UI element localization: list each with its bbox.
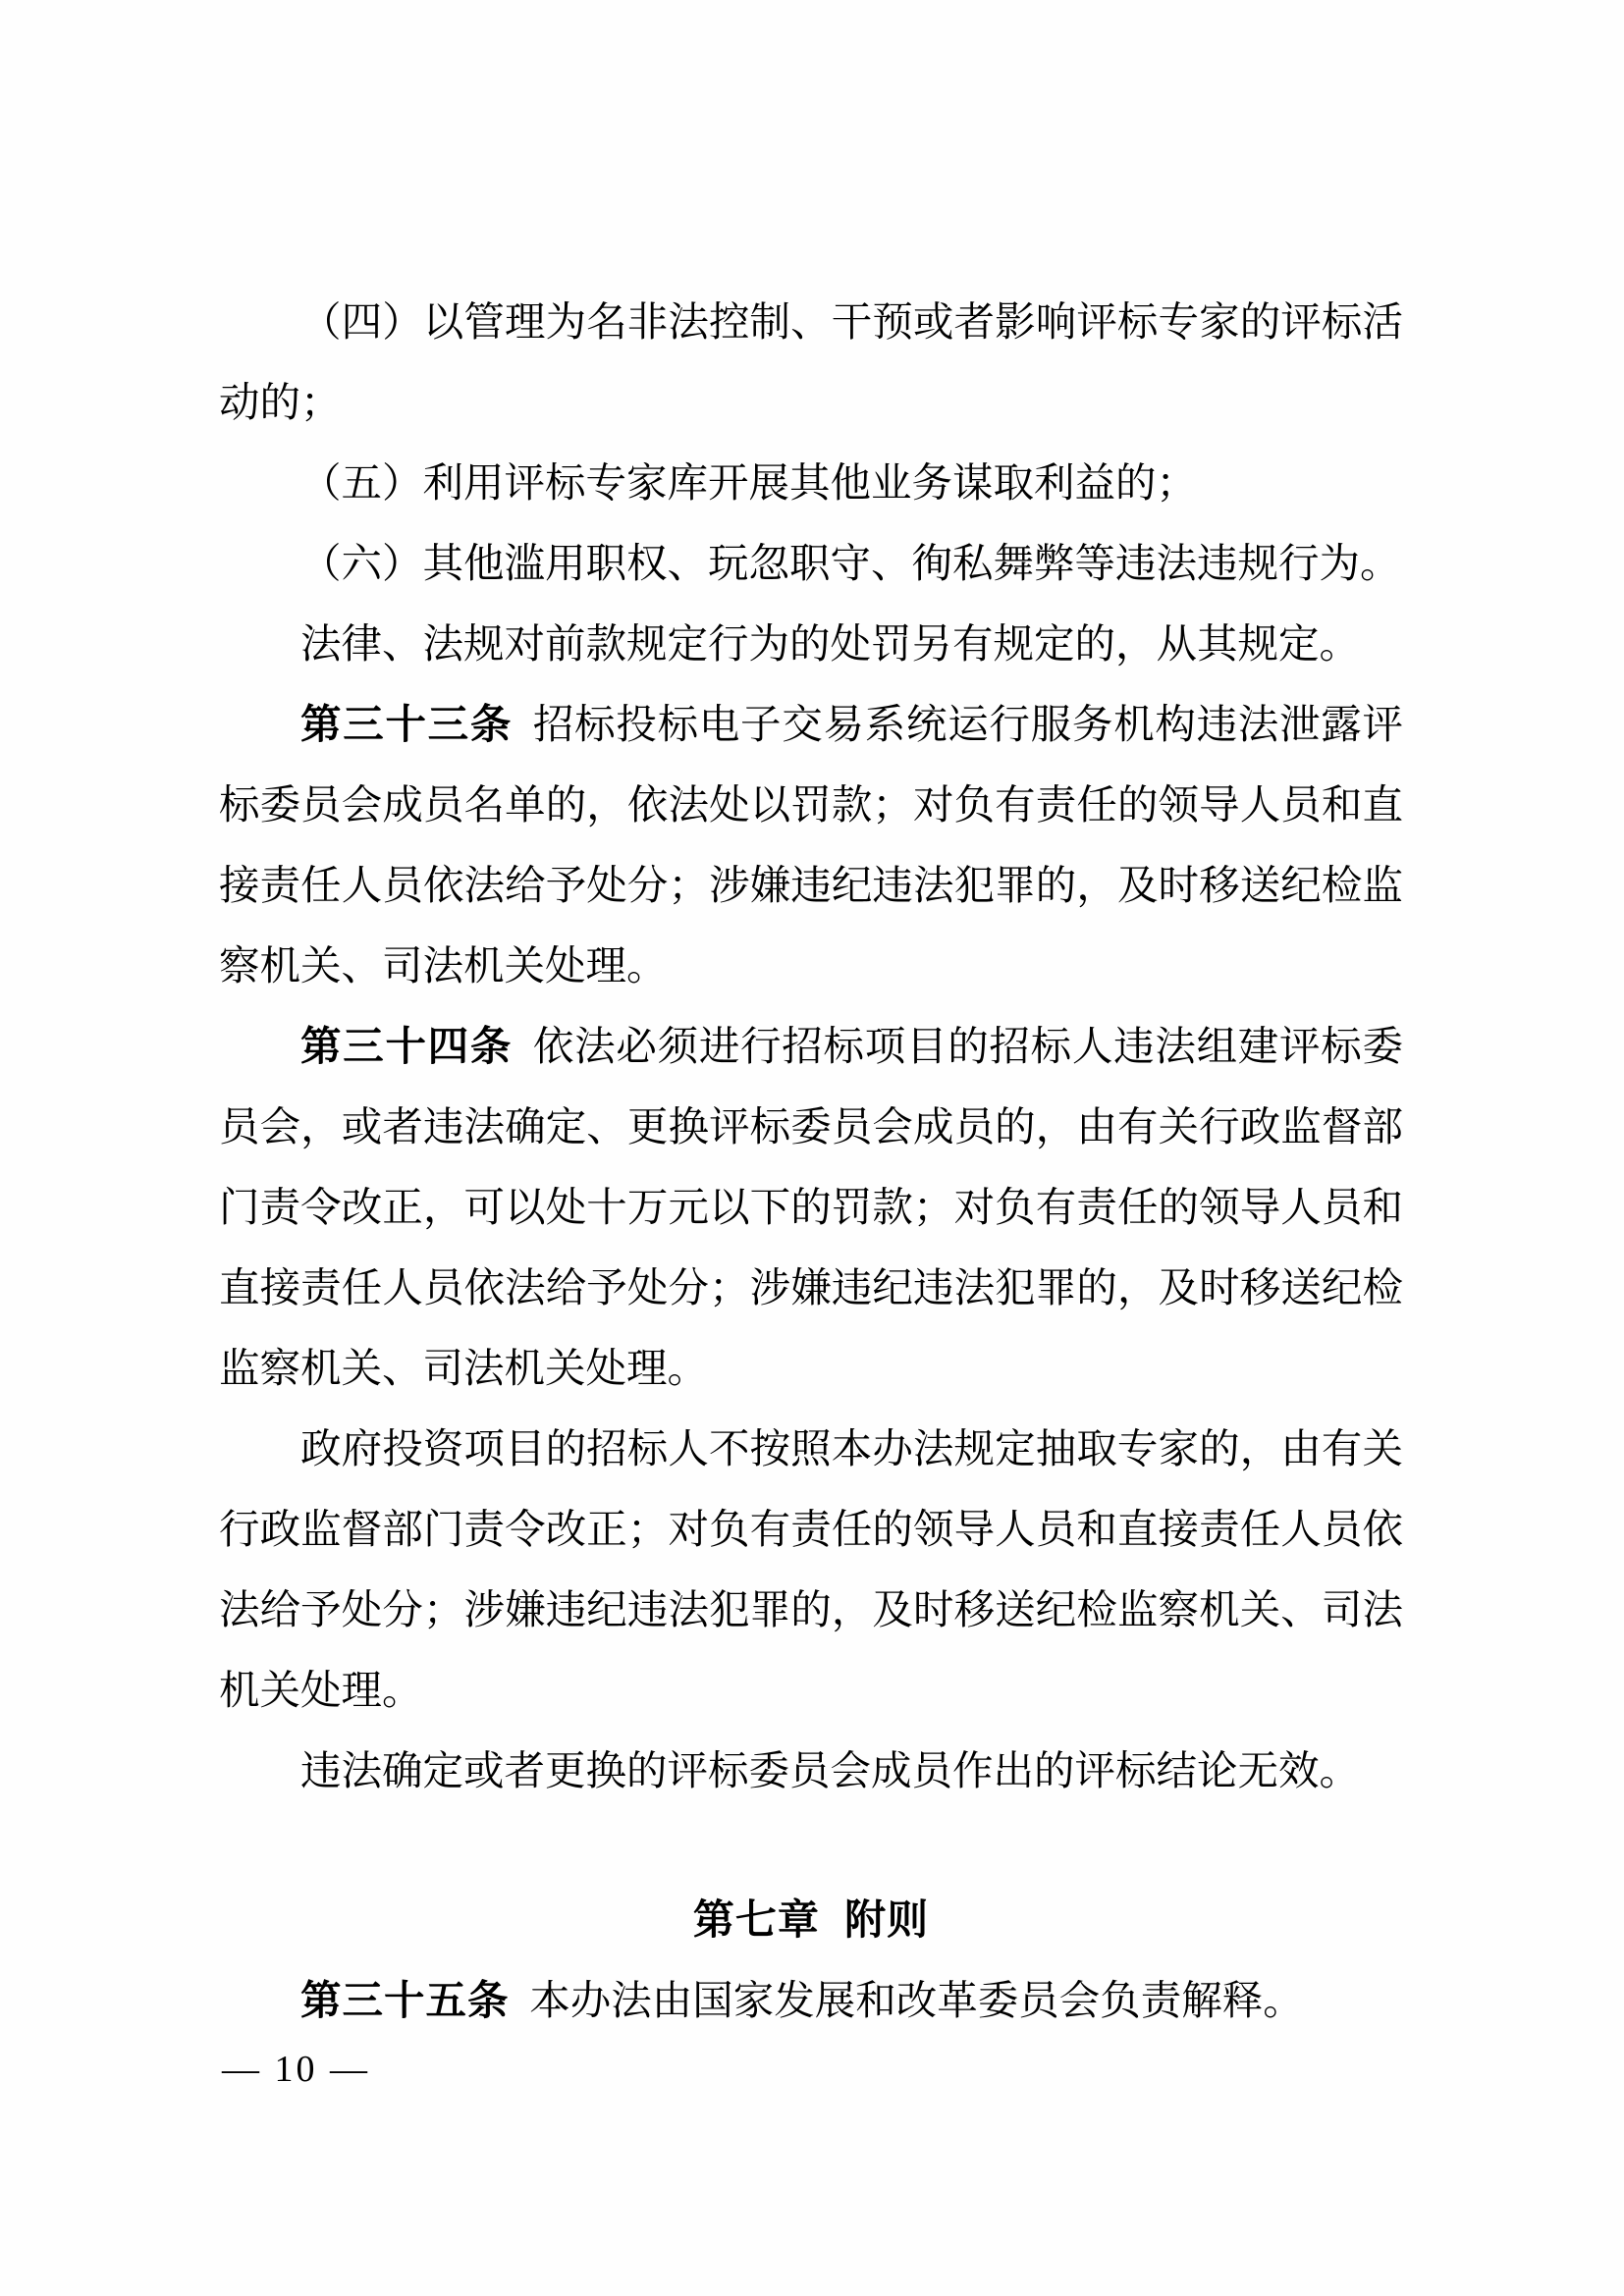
legal-proviso-paragraph bbox=[219, 604, 1403, 684]
article-35-label: 第三十五条 bbox=[300, 1977, 510, 2023]
paragraph-text: 本办法由国家发展和改革委员会负责解释。 bbox=[529, 1978, 1304, 2023]
paragraph-text: 政府投资项目的招标人不按照本办法规定抽取专家的，由有关行政监督部门责令改正；对负有责任的领导人员和直接责任人员依法给予处分；涉嫌违纪违法犯罪的，及时移送纪检监察机关、司法机关处理。 bbox=[219, 1426, 1403, 1713]
clause-vi-paragraph bbox=[219, 523, 1403, 604]
chapter-7-heading: 第七章 附则 bbox=[692, 1896, 930, 1943]
clause-v-paragraph bbox=[219, 443, 1403, 523]
clause-iv-paragraph bbox=[219, 282, 1403, 443]
article-34-paragraph bbox=[219, 1006, 1403, 1409]
paragraph-text: （四）以管理为名非法控制、干预或者影响评标专家的评标活动的； bbox=[219, 299, 1403, 425]
paragraph-text: （六）其他滥用职权、玩忽职守、徇私舞弊等违法违规行为。 bbox=[300, 541, 1401, 586]
invalid-conclusion-paragraph bbox=[219, 1731, 1403, 1811]
article-33-label: 第三十三条 bbox=[300, 701, 514, 747]
article-33-paragraph bbox=[219, 684, 1403, 1006]
paragraph-text: 招标投标电子交易系统运行服务机构违法泄露评标委员会成员名单的，依法处以罚款；对负有责任的领导人员和直接责任人员依法给予处分；涉嫌违纪违法犯罪的，及时移送纪检监察机关、司法机关处理。 bbox=[219, 702, 1403, 988]
paragraph-text: 违法确定或者更换的评标委员会成员作出的评标结论无效。 bbox=[300, 1748, 1361, 1793]
article-35-paragraph bbox=[219, 1960, 1403, 2041]
paragraph-text: （五）利用评标专家库开展其他业务谋取利益的； bbox=[300, 460, 1198, 506]
page-number: — 10 — bbox=[222, 2049, 370, 2090]
paragraph-text: 依法必须进行招标项目的招标人违法组建评标委员会，或者违法确定、更换评标委员会成员的，由有关行政监督部门责令改正，可以处十万元以下的罚款；对负有责任的领导人员和直接责任人员依法给予处分；涉嫌违纪违法犯罪的，及时移送纪检监察机关、司法机关处理。 bbox=[219, 1024, 1403, 1391]
paragraph-text: 法律、法规对前款规定行为的处罚另有规定的，从其规定。 bbox=[300, 621, 1361, 667]
article-34-label: 第三十四条 bbox=[300, 1023, 514, 1069]
document-body bbox=[219, 282, 1403, 2041]
government-investment-paragraph bbox=[219, 1409, 1403, 1731]
